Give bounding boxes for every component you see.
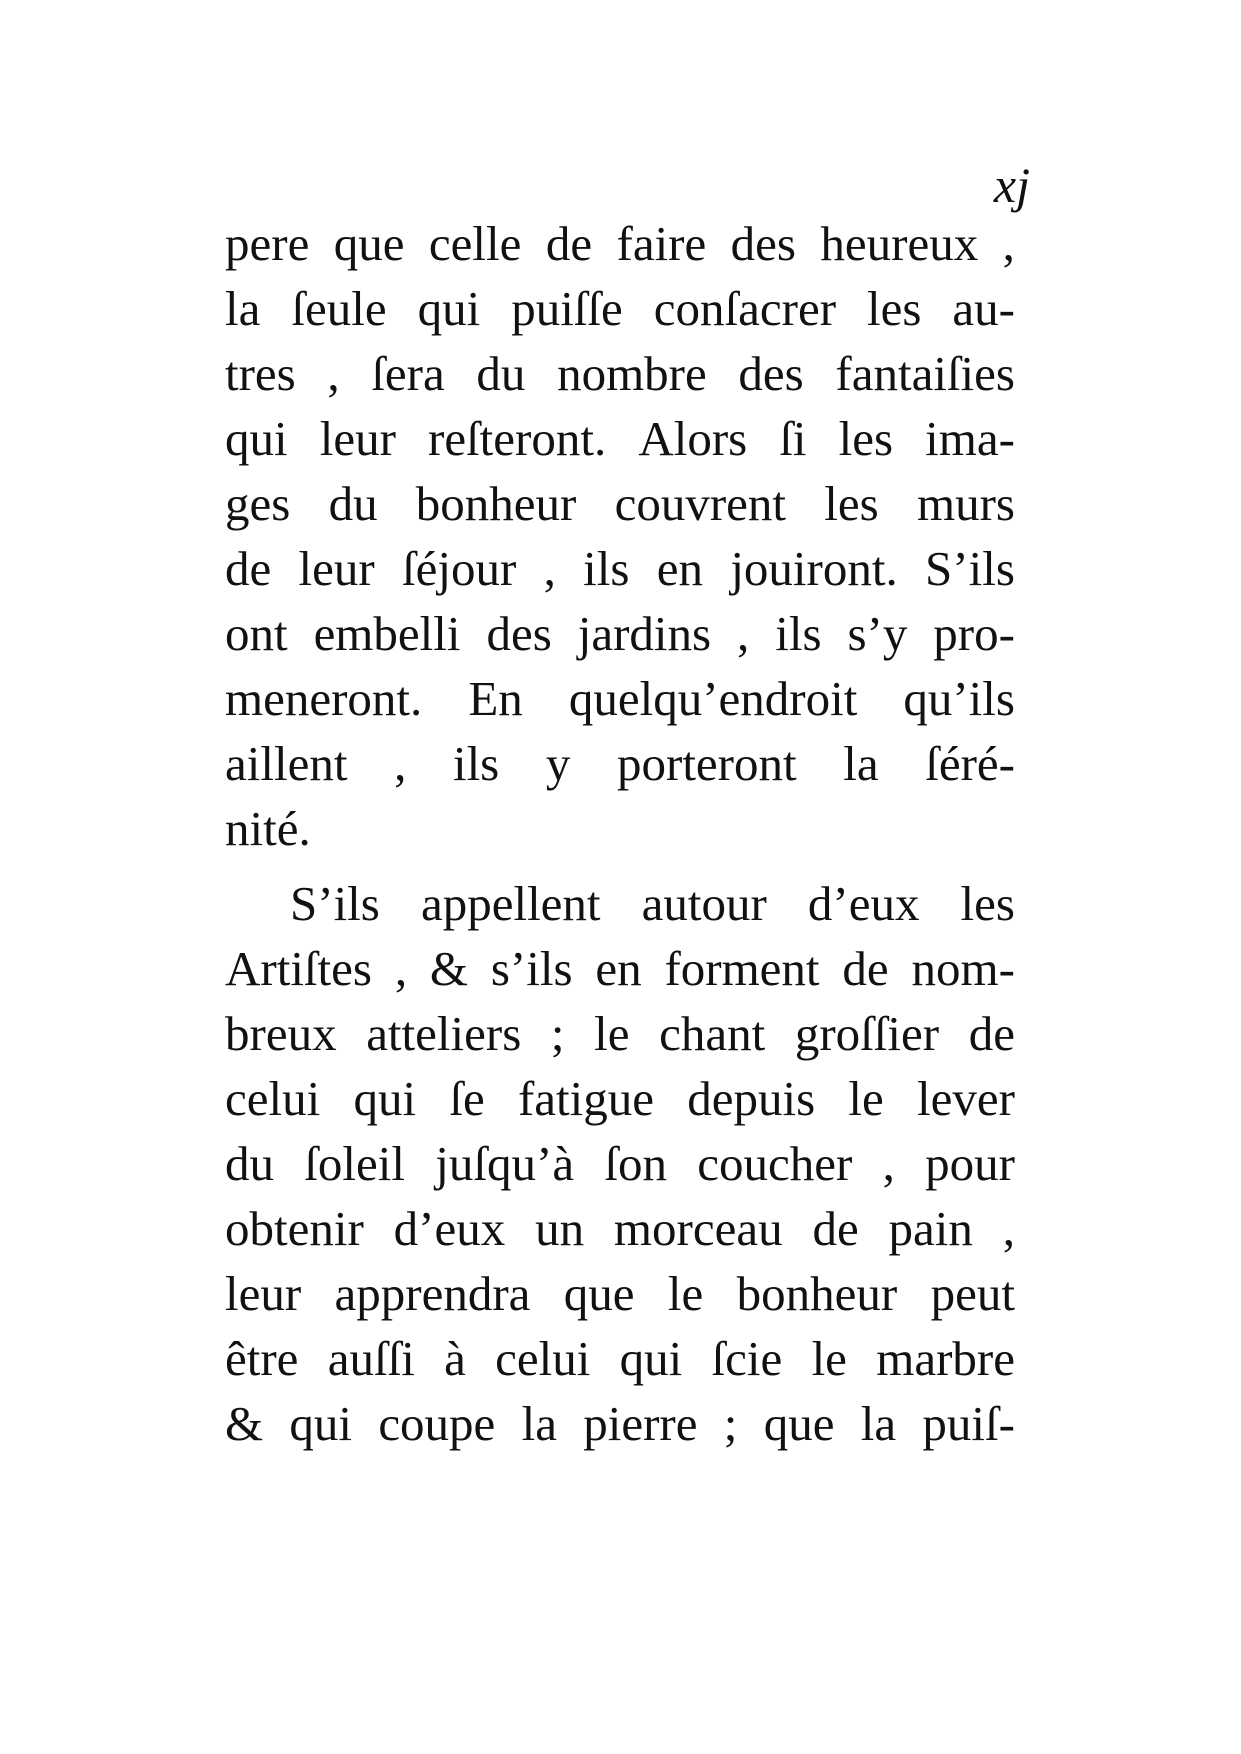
text-line: pere que celle de faire des heureux , — [225, 216, 1015, 271]
text-line: & qui coupe la pierre ; que la puiſ- — [225, 1396, 1015, 1451]
text-line: obtenir d’eux un morceau de pain , — [225, 1201, 1015, 1256]
text-line: être auſſi à celui qui ſcie le marbre — [225, 1331, 1015, 1386]
text-line: meneront. En quelqu’endroit qu’ils — [225, 671, 1015, 726]
page-number: xj — [993, 157, 1030, 213]
text-line: du ſoleil juſqu’à ſon coucher , pour — [225, 1136, 1015, 1191]
text-line: tres , ſera du nombre des fantaiſies — [225, 346, 1015, 401]
text-line: breux atteliers ; le chant groſſier de — [225, 1006, 1015, 1061]
text-line-last-of-paragraph: nité. — [225, 801, 311, 856]
text-line: Artiſtes , & s’ils en forment de nom- — [225, 941, 1015, 996]
text-line: la ſeule qui puiſſe conſacrer les au- — [225, 281, 1015, 336]
text-line: celui qui ſe fatigue depuis le lever — [225, 1071, 1015, 1126]
text-line: aillent , ils y porteront la ſéré- — [225, 736, 1015, 791]
text-line: leur apprendra que le bonheur peut — [225, 1266, 1015, 1321]
text-line: qui leur reſteront. Alors ſi les ima- — [225, 411, 1015, 466]
paragraph-first-line: S’ils appellent autour d’eux les — [290, 876, 1015, 931]
text-line: de leur ſéjour , ils en jouiront. S’ils — [225, 541, 1015, 596]
text-line: ges du bonheur couvrent les murs — [225, 476, 1015, 531]
text-line: ont embelli des jardins , ils s’y pro- — [225, 606, 1015, 661]
